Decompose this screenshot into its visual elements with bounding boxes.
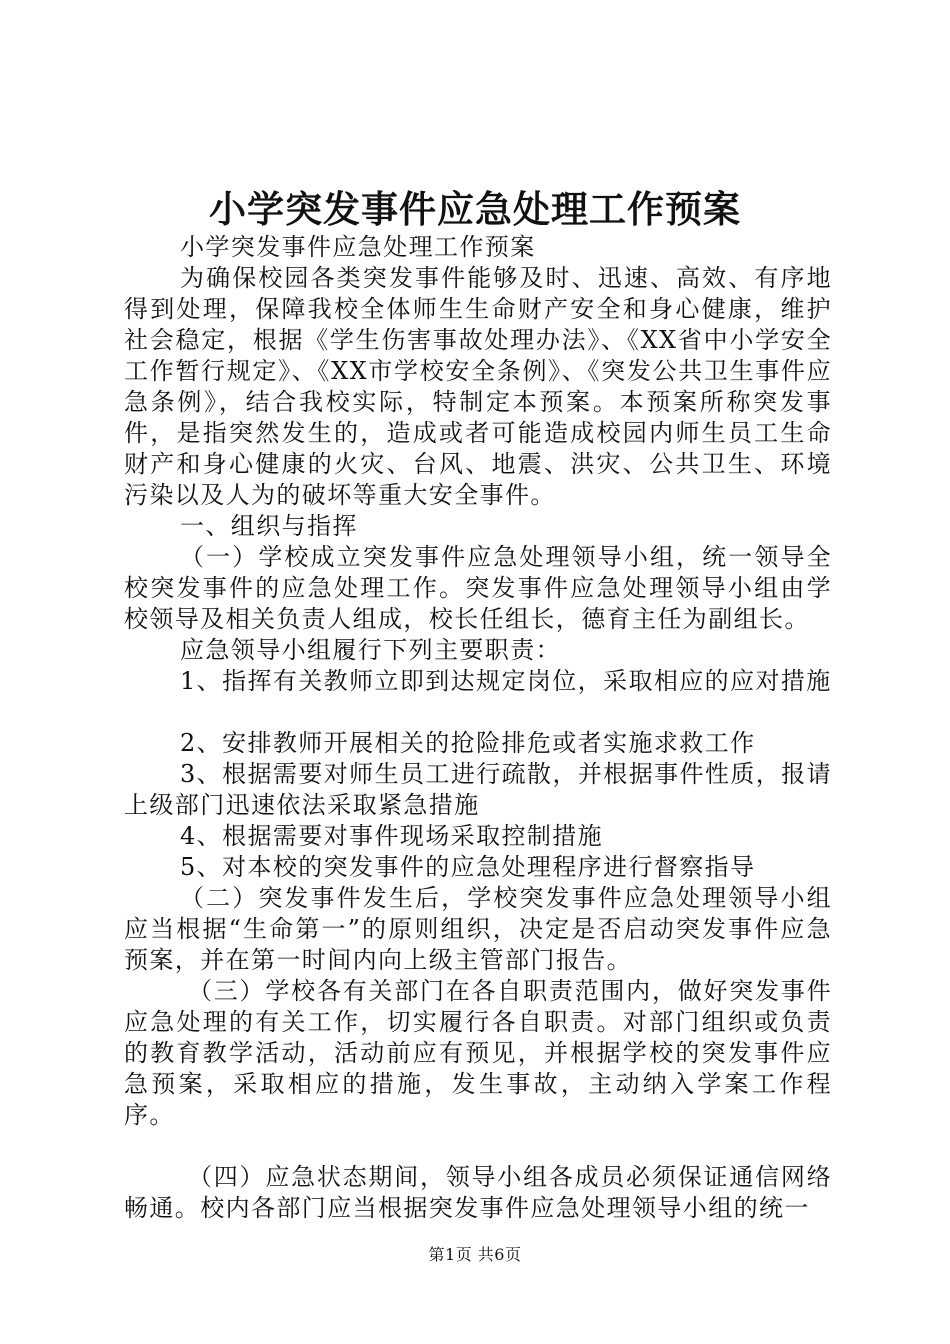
paragraph-clause-3: （三）学校各有关部门在各自职责范围内，做好突发事件应急处理的有关工作，切实履行各自职责。对部门组织或负责的教育教学活动，活动前应有预见，并根据学校的突发事件应急预案，采取相应的措施，发生事故，主动纳入学案工作程序。 xyxy=(124,977,832,1129)
list-item-duty-4: 4、根据需要对事件现场采取控制措施 xyxy=(180,822,604,850)
paragraph-clause-4: （四）应急状态期间，领导小组各成员必须保证通信网络畅通。校内各部门应当根据突发事件应急处理领导小组的统一 xyxy=(124,1163,832,1222)
paragraph-clause-1: （一）学校成立突发事件应急处理领导小组，统一领导全校突发事件的应急处理工作。突发事件应急处理领导小组由学校领导及相关负责人组成，校长任组长，德育主任为副组长。 xyxy=(124,543,832,633)
paragraph-subtitle: 小学突发事件应急处理工作预案 xyxy=(180,233,536,261)
document-body xyxy=(124,232,832,1224)
paragraph-clause-2: （二）突发事件发生后，学校突发事件应急处理领导小组应当根据“生命第一”的原则组织，决定是否启动突发事件应急预案，并在第一时间内向上级主管部门报告。 xyxy=(124,884,832,974)
page-number: 第1页 共6页 xyxy=(428,1245,522,1264)
section-heading-organization: 一、组织与指挥 xyxy=(180,512,358,540)
list-item-duty-5: 5、对本校的突发事件的应急处理程序进行督察指导 xyxy=(180,853,756,881)
paragraph-duties-intro: 应急领导小组履行下列主要职责： xyxy=(180,636,561,664)
paragraph-purpose: 为确保校园各类突发事件能够及时、迅速、高效、有序地得到处理，保障我校全体师生生命财产安全和身心健康，维护社会稳定，根据《学生伤害事故处理办法》、《XX省中小学安全工作暂行规定》、《XX市学校安全条例》、《突发公共卫生事件应急条例》，结合我校实际，特制定本预案。本预案所称突发事件，是指突然发生的，造成或者可能造成校园内师生员工生命财产和身心健康的火灾、台风、地震、洪灾、公共卫生、环境污染以及人为的破坏等重大安全事件。 xyxy=(124,264,832,509)
document-title: 小学突发事件应急处理工作预案 xyxy=(209,187,741,231)
list-item-duty-2: 2、安排教师开展相关的抢险排危或者实施求救工作 xyxy=(180,729,756,757)
list-item-duty-1: 1、指挥有关教师立即到达规定岗位，采取相应的应对措施 xyxy=(180,667,832,695)
list-item-duty-3: 3、根据需要对师生员工进行疏散，并根据事件性质，报请上级部门迅速依法采取紧急措施 xyxy=(124,760,832,819)
